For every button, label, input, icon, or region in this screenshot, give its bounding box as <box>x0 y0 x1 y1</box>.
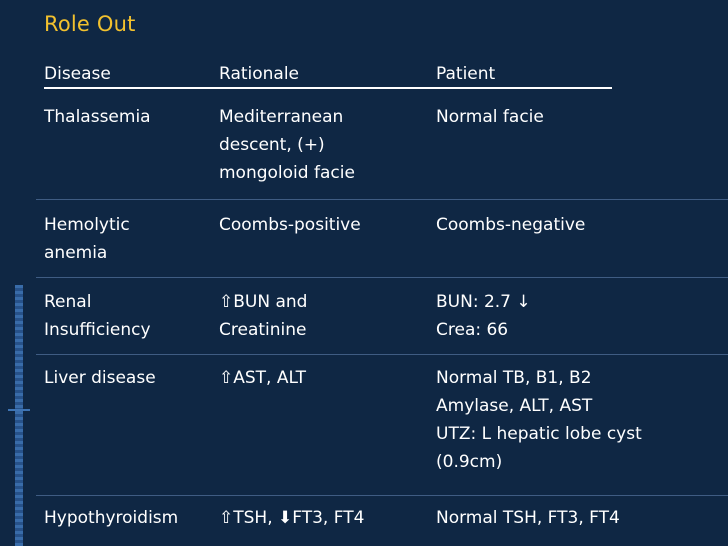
cell-line: Hemolytic <box>44 215 130 235</box>
cell-rationale <box>219 103 355 187</box>
cell-disease <box>44 288 151 344</box>
cell-line: ⇧AST, ALT <box>219 368 307 388</box>
cell-rationale <box>219 211 361 239</box>
row-divider <box>36 277 728 278</box>
cell-patient <box>436 288 531 344</box>
cell-patient <box>436 504 620 532</box>
cell-disease <box>44 103 151 131</box>
cell-disease <box>44 211 130 267</box>
column-header-disease: Disease <box>44 64 111 84</box>
cell-line: descent, (+) <box>219 135 325 155</box>
cell-line: Amylase, ALT, AST <box>436 396 593 416</box>
cell-line: Crea: 66 <box>436 320 509 340</box>
decorative-tick-mark <box>8 409 30 411</box>
cell-line: Coombs-negative <box>436 215 586 235</box>
cell-line: UTZ: L hepatic lobe cyst <box>436 424 642 444</box>
cell-line: ⇧TSH, ⬇FT3, FT4 <box>219 508 365 528</box>
row-divider <box>36 495 728 496</box>
header-underline <box>44 87 612 89</box>
cell-disease <box>44 504 178 532</box>
row-divider <box>36 354 728 355</box>
cell-patient <box>436 211 585 239</box>
cell-line: Mediterranean <box>219 107 344 127</box>
cell-rationale <box>219 364 306 392</box>
cell-line: (0.9cm) <box>436 452 503 472</box>
cell-line: Renal <box>44 292 92 312</box>
column-header-rationale: Rationale <box>219 64 300 84</box>
cell-line: Hypothyroidism <box>44 508 179 528</box>
cell-line: BUN: 2.7 ↓ <box>436 292 531 312</box>
column-header-patient: Patient <box>436 64 496 84</box>
slide-title: Role Out <box>44 12 136 36</box>
cell-line: Insufficiency <box>44 320 151 340</box>
cell-line: Liver disease <box>44 368 156 388</box>
cell-disease <box>44 364 156 392</box>
row-divider <box>36 199 728 200</box>
cell-line: mongoloid facie <box>219 163 355 183</box>
cell-line: Thalassemia <box>44 107 151 127</box>
cell-line: Creatinine <box>219 320 307 340</box>
cell-line: Normal TB, B1, B2 <box>436 368 592 388</box>
cell-rationale <box>219 504 364 532</box>
cell-rationale <box>219 288 307 344</box>
cell-line: Normal TSH, FT3, FT4 <box>436 508 620 528</box>
cell-line: ⇧BUN and <box>219 292 308 312</box>
cell-patient <box>436 103 544 131</box>
decorative-side-bar <box>15 285 23 546</box>
cell-patient <box>436 364 642 476</box>
cell-line: Normal facie <box>436 107 544 127</box>
cell-line: anemia <box>44 243 108 263</box>
cell-line: Coombs-positive <box>219 215 361 235</box>
